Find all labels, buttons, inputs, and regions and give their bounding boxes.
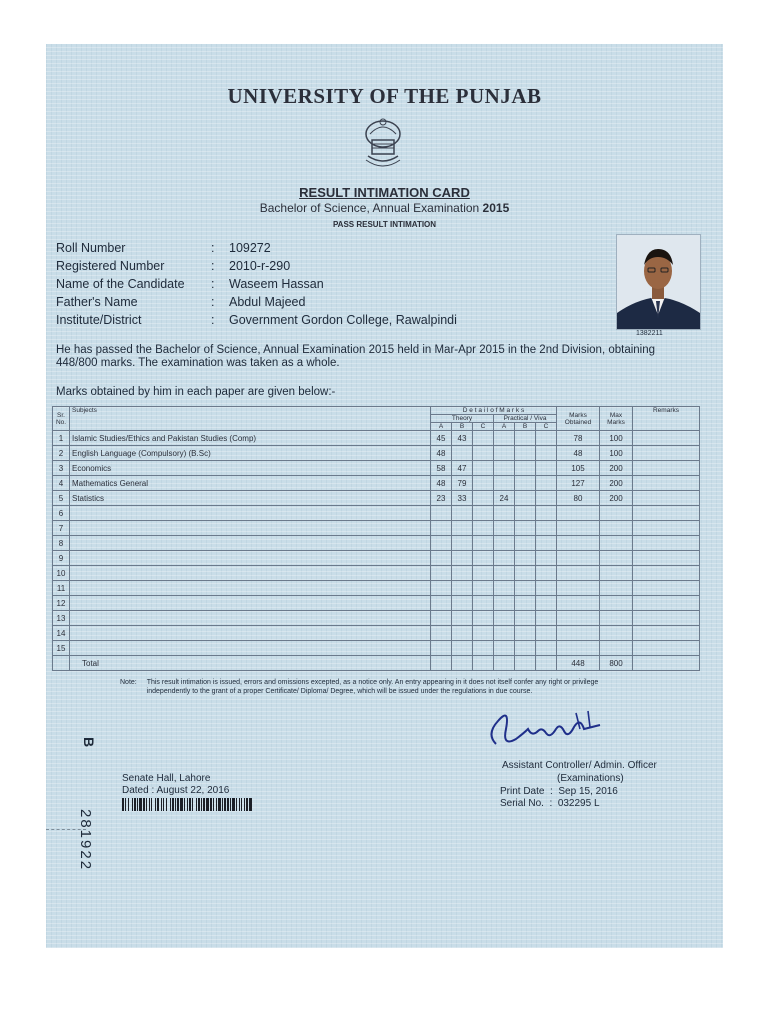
- cell-mark-pc: [536, 641, 557, 656]
- cell-mark-tb: [452, 566, 473, 581]
- cell-sr: 5: [53, 491, 70, 506]
- pass-result-label: PASS RESULT INTIMATION: [332, 220, 437, 229]
- place: Senate Hall, Lahore: [122, 773, 211, 784]
- header-obtained: Marks Obtained: [557, 407, 600, 431]
- cell-remarks: [633, 551, 700, 566]
- cell-mark-pa: 24: [494, 491, 515, 506]
- cell-mark-pa: [494, 641, 515, 656]
- candidate-value: 109272: [229, 241, 271, 255]
- cell-obtained: 48: [557, 446, 600, 461]
- cell-remarks: [633, 506, 700, 521]
- cell-mark-pc: [536, 611, 557, 626]
- cell-mark-ta: [431, 626, 452, 641]
- cell-sr: 15: [53, 641, 70, 656]
- cell-mark-ta: [431, 551, 452, 566]
- candidate-portrait-icon: [617, 235, 700, 329]
- cell-max: 200: [600, 461, 633, 476]
- cell-mark-pc: [536, 476, 557, 491]
- print-date-label: Print Date: [500, 786, 545, 797]
- candidate-info: [56, 239, 457, 329]
- university-name: UNIVERSITY OF THE PUNJAB: [227, 84, 542, 108]
- cell-mark-tc: [473, 626, 494, 641]
- header-sr: Sr. No.: [53, 407, 70, 431]
- cell-mark-pa: [494, 596, 515, 611]
- cell-mark-pc: [536, 536, 557, 551]
- cell-sr: 8: [53, 536, 70, 551]
- cell-max: [600, 536, 633, 551]
- cell-mark-tc: [473, 431, 494, 446]
- cell-max: [600, 596, 633, 611]
- cell-subject: [70, 566, 431, 581]
- cell-mark-tc: [473, 566, 494, 581]
- header-theory-b: B: [452, 423, 473, 431]
- cell-max: [600, 641, 633, 656]
- signatory-title: [502, 759, 712, 785]
- cell-mark-tb: [452, 596, 473, 611]
- exam-title: [46, 201, 723, 215]
- cell-mark-pc: [536, 491, 557, 506]
- cell-mark-pb: [515, 476, 536, 491]
- cell-obtained: [557, 641, 600, 656]
- cell-mark-tc: [473, 551, 494, 566]
- note: [120, 678, 650, 696]
- cell-mark-tb: [452, 581, 473, 596]
- cell-mark-pc: [536, 521, 557, 536]
- header-subjects: Subjects: [70, 407, 431, 431]
- signatory-line1: Assistant Controller/ Admin. Officer: [502, 760, 657, 771]
- cell-mark-pb: [515, 521, 536, 536]
- header-practical-b: B: [515, 423, 536, 431]
- cell-mark-ta: [431, 566, 452, 581]
- cell-remarks: [633, 536, 700, 551]
- cell-mark-pa: [494, 521, 515, 536]
- cell-mark-ta: [431, 536, 452, 551]
- cell-sr: 1: [53, 431, 70, 446]
- cell-remarks: [633, 611, 700, 626]
- candidate-label: Name of the Candidate: [56, 277, 185, 291]
- cell-subject: [70, 626, 431, 641]
- cell-max: 100: [600, 446, 633, 461]
- print-date: Sep 15, 2016: [558, 786, 618, 797]
- cell-mark-pa: [494, 551, 515, 566]
- candidate-row: [56, 239, 457, 257]
- cell-sr: 2: [53, 446, 70, 461]
- candidate-row: [56, 275, 457, 293]
- marks-intro: Marks obtained by him in each paper are given below:-: [56, 386, 336, 398]
- serial-label: Serial No.: [500, 798, 544, 809]
- barcode-icon: [122, 798, 302, 811]
- separator: :: [211, 295, 215, 309]
- cell-mark-pc: [536, 566, 557, 581]
- candidate-row: [56, 257, 457, 275]
- table-row: [53, 596, 700, 611]
- cell-mark-pc: [536, 596, 557, 611]
- cell-obtained: [557, 611, 600, 626]
- header-theory-a: A: [431, 423, 452, 431]
- cell-max: [600, 506, 633, 521]
- cell-max: [600, 581, 633, 596]
- cell-subject: [70, 521, 431, 536]
- cell-mark-tc: [473, 581, 494, 596]
- cell-sr: 3: [53, 461, 70, 476]
- cell-remarks: [633, 461, 700, 476]
- cell-mark-pb: [515, 431, 536, 446]
- cell-mark-pc: [536, 431, 557, 446]
- cell-mark-tc: [473, 476, 494, 491]
- cell-mark-tb: [452, 611, 473, 626]
- side-letter: B: [81, 736, 98, 748]
- cell-remarks: [633, 431, 700, 446]
- cell-mark-tb: [452, 536, 473, 551]
- table-row: [53, 446, 700, 461]
- cell-mark-pc: [536, 626, 557, 641]
- cell-subject: [70, 611, 431, 626]
- cell-sr: 11: [53, 581, 70, 596]
- total-label: Total: [70, 656, 431, 671]
- table-row: [53, 461, 700, 476]
- signatory-line2: (Examinations): [557, 773, 624, 784]
- signature-icon: [476, 699, 616, 754]
- cell-max: [600, 566, 633, 581]
- cell-mark-pb: [515, 596, 536, 611]
- table-row: [53, 536, 700, 551]
- cell-subject: Islamic Studies/Ethics and Pakistan Studies (Comp): [70, 431, 431, 446]
- cell-mark-tc: [473, 521, 494, 536]
- header-remarks: Remarks: [633, 407, 700, 431]
- cell-mark-pb: [515, 581, 536, 596]
- cell-mark-pb: [515, 506, 536, 521]
- marks-table: [52, 406, 700, 671]
- cell-mark-tb: [452, 521, 473, 536]
- cell-sr: 10: [53, 566, 70, 581]
- cell-mark-ta: 58: [431, 461, 452, 476]
- cell-subject: Mathematics General: [70, 476, 431, 491]
- cell-max: 200: [600, 491, 633, 506]
- cell-mark-tb: [452, 626, 473, 641]
- cell-mark-pb: [515, 446, 536, 461]
- cell-mark-pb: [515, 536, 536, 551]
- cell-obtained: [557, 521, 600, 536]
- cell-mark-pc: [536, 506, 557, 521]
- separator: :: [211, 241, 215, 255]
- cell-remarks: [633, 446, 700, 461]
- total-row: [53, 656, 700, 671]
- cell-mark-pa: [494, 506, 515, 521]
- candidate-value: 2010-r-290: [229, 259, 291, 273]
- cell-obtained: [557, 551, 600, 566]
- cell-max: 200: [600, 476, 633, 491]
- cell-obtained: 78: [557, 431, 600, 446]
- cell-remarks: [633, 581, 700, 596]
- table-row: [53, 476, 700, 491]
- header-practical-c: C: [536, 423, 557, 431]
- issue-place: Senate Hall, Lahore Dated : August 22, 2016: [122, 773, 230, 796]
- table-row: [53, 521, 700, 536]
- cell-mark-tc: [473, 611, 494, 626]
- cell-sr: 7: [53, 521, 70, 536]
- dated: August 22, 2016: [156, 785, 230, 796]
- cell-mark-pb: [515, 551, 536, 566]
- candidate-value: Abdul Majeed: [229, 295, 306, 309]
- cell-sr: 9: [53, 551, 70, 566]
- cell-mark-tb: 33: [452, 491, 473, 506]
- cell-sr: 12: [53, 596, 70, 611]
- cell-mark-pc: [536, 446, 557, 461]
- header-practical-a: A: [494, 423, 515, 431]
- cell-remarks: [633, 626, 700, 641]
- separator: :: [211, 313, 215, 327]
- cell-subject: [70, 551, 431, 566]
- candidate-value: Government Gordon College, Rawalpindi: [229, 313, 457, 327]
- cell-obtained: 105: [557, 461, 600, 476]
- table-row: [53, 566, 700, 581]
- cell-mark-pa: [494, 446, 515, 461]
- table-row: [53, 581, 700, 596]
- dated-label: Dated: [122, 785, 149, 796]
- cell-subject: [70, 506, 431, 521]
- serial-number: 032295 L: [557, 798, 600, 809]
- cell-mark-tb: 43: [452, 431, 473, 446]
- cell-mark-pa: [494, 626, 515, 641]
- side-serial-number: 281922: [77, 809, 94, 872]
- cell-subject: Statistics: [70, 491, 431, 506]
- print-info: Print Date : Sep 15, 2016 Serial No. : 032295 L: [500, 786, 618, 809]
- cell-mark-pb: [515, 626, 536, 641]
- candidate-label: Institute/District: [56, 313, 142, 327]
- candidate-value: Waseem Hassan: [229, 277, 324, 291]
- cell-mark-tc: [473, 641, 494, 656]
- cell-max: [600, 611, 633, 626]
- cell-mark-pb: [515, 611, 536, 626]
- table-row: [53, 641, 700, 656]
- cell-mark-pa: [494, 536, 515, 551]
- cell-mark-pc: [536, 581, 557, 596]
- table-row: [53, 626, 700, 641]
- cell-mark-tb: [452, 506, 473, 521]
- cell-subject: [70, 536, 431, 551]
- cell-mark-tc: [473, 461, 494, 476]
- cell-subject: [70, 596, 431, 611]
- total-obtained: 448: [557, 656, 600, 671]
- cell-remarks: [633, 521, 700, 536]
- cell-mark-ta: [431, 596, 452, 611]
- cell-mark-tb: 79: [452, 476, 473, 491]
- candidate-photo: [616, 234, 701, 330]
- photo-id: 1382211: [636, 330, 663, 337]
- candidate-row: [56, 311, 457, 329]
- cell-mark-tb: 47: [452, 461, 473, 476]
- cell-obtained: [557, 536, 600, 551]
- cell-mark-ta: [431, 506, 452, 521]
- cell-mark-ta: [431, 641, 452, 656]
- exam-name: Bachelor of Science, Annual Examination: [259, 201, 480, 215]
- cell-max: [600, 626, 633, 641]
- cell-mark-ta: 48: [431, 446, 452, 461]
- header-detail: D e t a i l o f M a r k s: [431, 407, 557, 415]
- cell-mark-tb: [452, 641, 473, 656]
- cell-obtained: 80: [557, 491, 600, 506]
- cell-mark-tc: [473, 536, 494, 551]
- cell-obtained: 127: [557, 476, 600, 491]
- dotted-line: [46, 829, 86, 830]
- table-row: [53, 506, 700, 521]
- cell-sr: 4: [53, 476, 70, 491]
- cell-obtained: [557, 596, 600, 611]
- cell-sr: 14: [53, 626, 70, 641]
- result-statement: He has passed the Bachelor of Science, Annual Examination 2015 held in Mar-Apr 2015 in the 2nd Division, obtaining 448/800 marks. The examination was taken as a whole.: [56, 344, 656, 369]
- table-row: [53, 491, 700, 506]
- separator: :: [211, 277, 215, 291]
- cell-mark-tc: [473, 491, 494, 506]
- cell-obtained: [557, 626, 600, 641]
- cell-mark-pc: [536, 551, 557, 566]
- header-max: Max Marks: [600, 407, 633, 431]
- cell-mark-ta: [431, 611, 452, 626]
- header-theory: Theory: [431, 415, 494, 423]
- cell-mark-pa: [494, 566, 515, 581]
- header-theory-c: C: [473, 423, 494, 431]
- candidate-label: Roll Number: [56, 241, 126, 255]
- cell-obtained: [557, 566, 600, 581]
- cell-remarks: [633, 596, 700, 611]
- cell-sr: 6: [53, 506, 70, 521]
- cell-max: [600, 521, 633, 536]
- table-row: [53, 431, 700, 446]
- cell-max: 100: [600, 431, 633, 446]
- cell-subject: Economics: [70, 461, 431, 476]
- cell-mark-pb: [515, 641, 536, 656]
- cell-max: [600, 551, 633, 566]
- exam-year: 2015: [482, 201, 510, 215]
- card-title: RESULT INTIMATION CARD: [299, 185, 470, 200]
- cell-obtained: [557, 506, 600, 521]
- cell-subject: English Language (Compulsory) (B.Sc): [70, 446, 431, 461]
- cell-mark-pb: [515, 566, 536, 581]
- cell-sr: 13: [53, 611, 70, 626]
- cell-subject: [70, 581, 431, 596]
- candidate-row: [56, 293, 457, 311]
- note-text: This result intimation is issued, errors and omissions excepted, as a notice only. An entry appearing in it does not itself confer any right or privilege independently to the grant of a proper Certificate/ Diploma/ Degree, which will be issued under the regulations in due course.: [146, 679, 599, 695]
- note-label: Note:: [120, 679, 137, 686]
- cell-remarks: [633, 641, 700, 656]
- cell-remarks: [633, 476, 700, 491]
- cell-mark-tb: [452, 551, 473, 566]
- header-practical: Practical / Viva: [494, 415, 557, 423]
- total-max: 800: [600, 656, 633, 671]
- cell-remarks: [633, 491, 700, 506]
- cell-mark-ta: 23: [431, 491, 452, 506]
- cell-mark-tb: [452, 446, 473, 461]
- candidate-label: Registered Number: [56, 259, 165, 273]
- table-row: [53, 551, 700, 566]
- table-row: [53, 611, 700, 626]
- cell-mark-ta: 45: [431, 431, 452, 446]
- cell-mark-pa: [494, 611, 515, 626]
- cell-mark-pa: [494, 461, 515, 476]
- candidate-label: Father's Name: [56, 295, 138, 309]
- university-crest-icon: [358, 112, 408, 174]
- cell-mark-ta: [431, 581, 452, 596]
- cell-mark-pa: [494, 431, 515, 446]
- cell-mark-tc: [473, 446, 494, 461]
- cell-remarks: [633, 566, 700, 581]
- cell-mark-pb: [515, 491, 536, 506]
- cell-mark-tc: [473, 506, 494, 521]
- cell-mark-tc: [473, 596, 494, 611]
- cell-mark-ta: 48: [431, 476, 452, 491]
- cell-mark-pb: [515, 461, 536, 476]
- cell-obtained: [557, 581, 600, 596]
- separator: :: [211, 259, 215, 273]
- cell-subject: [70, 641, 431, 656]
- cell-mark-ta: [431, 521, 452, 536]
- cell-mark-pc: [536, 461, 557, 476]
- cell-mark-pa: [494, 581, 515, 596]
- cell-mark-pa: [494, 476, 515, 491]
- result-card: [46, 44, 723, 948]
